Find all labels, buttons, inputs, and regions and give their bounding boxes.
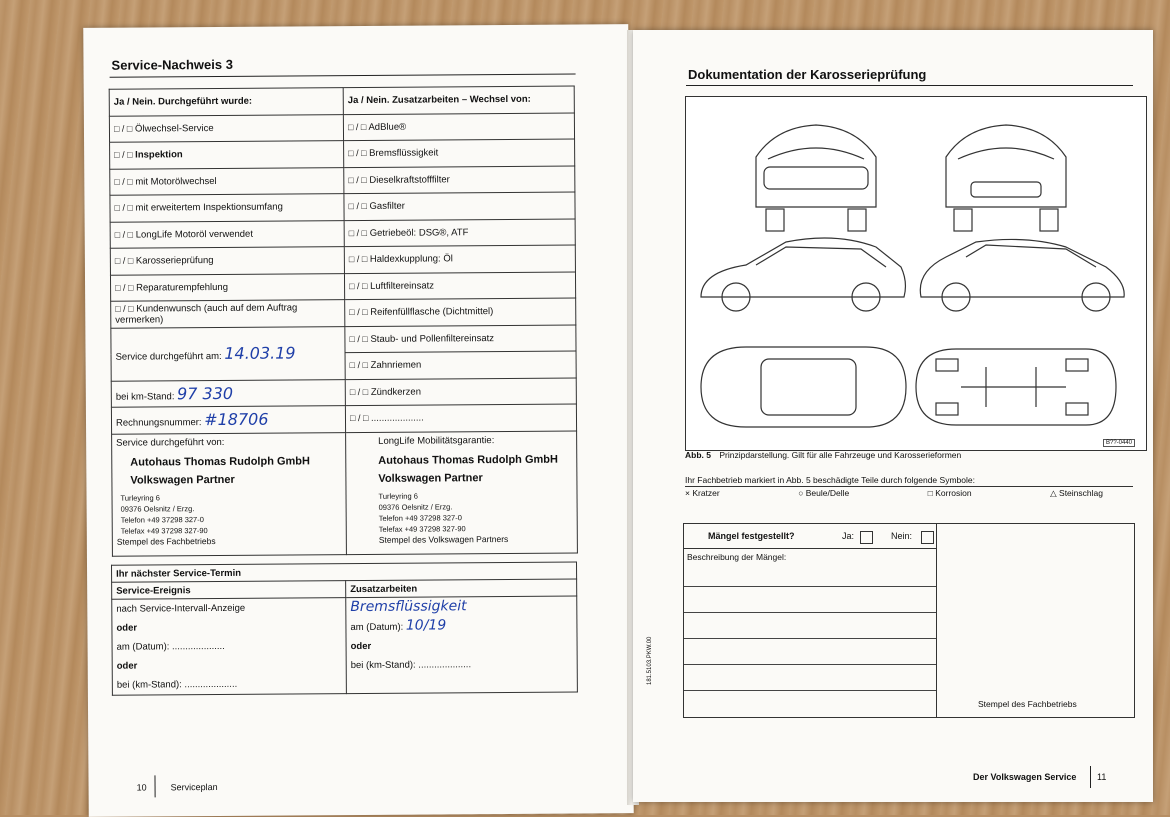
left-page [83,24,633,817]
oder-label: oder [116,660,138,672]
checkbox[interactable]: □ / □ [349,413,369,424]
additional-work-cell: Bremsflüssigkeit am (Datum): 10/19 oder bei (km-Stand): .................... [346,596,578,694]
column-divider [936,548,937,717]
checkbox[interactable]: □ / □ [348,201,367,212]
performed-by-label: Service durchgeführt von: [116,436,225,449]
figure-caption-text: Prinzipdarstellung. Gilt für alle Fahrzeuge und Karosserieformen [719,450,962,460]
page-number: 10 [136,782,147,793]
car-front-view [946,125,1066,207]
km-value[interactable]: 97 330 [177,383,234,404]
oder-label: oder [350,640,372,653]
row-bremsfluessigkeit [344,139,575,167]
partner-name: Volkswagen Partner [378,471,483,485]
handwritten-date[interactable]: 10/19 [405,617,447,634]
row-label: Gasfilter [369,200,405,213]
handwritten-work[interactable]: Bremsflüssigkeit [350,598,467,616]
service-date-value[interactable]: 14.03.19 [224,343,296,363]
checkbox[interactable]: □ / □ [115,303,134,314]
address-line: Telefax +49 37298 327-90 [378,523,466,534]
date-field[interactable]: am (Datum): .................... [116,640,225,653]
company-name: Autohaus Thomas Rudolph GmbH [130,454,310,469]
mark-instruction: Ihr Fachbetrieb markiert in Abb. 5 beschädigte Teile durch folgende Symbole: [685,475,1133,487]
no-checkbox[interactable] [921,531,934,544]
row-gasfilter [344,192,575,220]
row-label: .................... [370,412,424,425]
page-title: Service-Nachweis 3 [111,56,233,73]
row-label: Karosserieprüfung [135,255,214,267]
footer-label: Der Volkswagen Service [973,772,1077,782]
row-label: Bremsflüssigkeit [369,147,439,160]
address-block [378,489,572,534]
row-reparatur [110,273,344,301]
footer-label: Serviceplan [170,781,218,793]
row-erweitert [110,194,344,222]
stamp-label: Stempel des Volkswagen Partners [378,533,509,545]
page-title: Dokumentation der Karosserieprüfung [688,67,927,82]
address-line: Turleyring 6 [378,491,418,501]
next-service-table [111,561,578,695]
service-table [109,85,578,556]
row-label: Reifenfüllflasche (Dichtmittel) [370,306,494,319]
checkbox[interactable]: □ / □ [348,174,367,185]
checkbox[interactable]: □ / □ [115,282,134,293]
service-event-cell [112,598,347,696]
symbol-corrosion: □ Korrosion [927,488,972,498]
checkbox[interactable]: □ / □ [114,202,133,213]
row-karosserie [110,247,344,275]
invoice-label: Rechnungsnummer: [115,417,202,429]
address-line: 09376 Oelsnitz / Erzg. [120,503,195,514]
figure-code: B??-0440 [1103,439,1135,447]
row-longlife [110,220,344,248]
stamp-label: Stempel des Fachbetriebs [116,535,216,547]
km-label: bei km-Stand: [115,391,175,403]
side-code: 181.5103.PKW.00 [647,636,653,685]
row-motoroelwechsel [110,167,344,195]
row-adblue [343,112,574,140]
row-label: mit erweitertem Inspektionsumfang [135,201,283,214]
km-field[interactable]: bei (km-Stand): .................... [116,678,238,691]
symbol-scratch: × Kratzer [685,488,720,498]
checkbox[interactable]: □ / □ [349,333,368,344]
defects-question-row [684,524,937,549]
address-line: Turleyring 6 [120,492,160,503]
performed-by-cell [112,432,347,556]
address-line: Telefon +49 37298 327-0 [378,512,462,523]
checkbox[interactable]: □ / □ [349,386,369,397]
symbol-dent: ○ Beule/Delle [798,488,850,498]
col2-header: Ja / Nein. Zusatzarbeiten – Wechsel von: [343,86,574,114]
row-other [345,404,576,432]
defects-box [683,523,1135,718]
col1-header: Ja / Nein. Durchgeführt wurde: [109,88,343,116]
guarantee-cell [346,430,578,554]
km-field[interactable]: bei (km-Stand): .................... [350,659,472,672]
row-label: Kundenwunsch (auch auf dem Auftrag vermerken) [115,302,298,326]
description-label: Beschreibung der Mängel: [687,552,787,562]
symbol-stonechip: △ Steinschlag [1050,488,1103,498]
additional-work-header: Zusatzarbeiten [346,579,577,598]
no-label: Nein: [891,531,913,541]
row-label: Haldexkupplung: Öl [369,253,453,266]
row-haldex [344,245,575,273]
car-side-left [701,238,905,297]
row-zuendkerzen [345,377,576,405]
checkbox[interactable]: □ / □ [113,123,133,134]
invoice-cell [111,406,345,434]
defects-label: Mängel festgestellt? [708,531,795,541]
yes-label: Ja: [842,531,855,541]
row-reifenfuell [345,298,576,326]
checkbox[interactable]: □ / □ [348,148,367,159]
next-service-title: Ihr nächster Service-Termin [112,562,577,582]
row-dieselfilter [344,165,575,193]
page-number: 11 [1097,772,1107,782]
title-rule [686,85,1133,86]
checkbox[interactable]: □ / □ [347,121,367,132]
stamp-label: Stempel des Fachbetriebs [978,699,1077,709]
checkbox[interactable]: □ / □ [114,229,134,240]
car-side-right [920,239,1124,297]
service-event-header: Service-Ereignis [112,581,346,600]
address-line: 09376 Oelsnitz / Erzg. [378,501,453,512]
row-luftfilter [344,271,575,299]
figure-caption [685,450,961,460]
row-label: Luftfiltereinsatz [370,280,435,292]
row-zahnriemen [345,351,576,379]
checkbox[interactable]: □ / □ [114,255,134,266]
row-label: Getriebeöl: DSG®, ATF [369,226,469,239]
after-interval-label: nach Service-Intervall-Anzeige [116,602,246,615]
checkbox[interactable]: □ / □ [349,280,368,291]
footer-divider [154,775,155,797]
service-date-label: Service durchgeführt am: [115,350,222,363]
right-page [633,30,1153,802]
row-label: LongLife Motoröl verwendet [135,228,253,241]
row-kundenwunsch [111,300,345,328]
row-label: Staub- und Pollenfiltereinsatz [370,332,495,345]
row-label: Inspektion [135,149,183,161]
row-getriebeoel [344,218,575,246]
address-block [120,491,341,537]
car-diagram [685,96,1147,451]
km-cell [111,379,345,407]
company-name: Autohaus Thomas Rudolph GmbH [378,453,558,467]
row-label: Dieselkraftstofffilter [369,174,450,186]
row-inspektion [110,141,344,169]
checkbox[interactable]: □ / □ [114,149,133,160]
service-date-cell [111,326,345,381]
row-label: Reparaturempfehlung [136,281,229,294]
car-rear-view [756,125,876,207]
title-rule [110,73,576,77]
symbol-legend [685,488,1133,499]
row-label: mit Motorölwechsel [135,175,217,188]
checkbox[interactable]: □ / □ [114,176,133,187]
partner-name: Volkswagen Partner [130,473,235,487]
description-lines[interactable] [684,548,936,717]
guarantee-label: LongLife Mobilitätsgarantie: [378,434,495,447]
checkbox[interactable]: □ / □ [349,360,369,371]
oder-label: oder [116,622,138,634]
invoice-value[interactable]: #18706 [204,409,269,430]
checkbox[interactable]: □ / □ [348,254,368,265]
row-staubfilter [345,324,576,352]
row-label: AdBlue® [368,121,407,133]
address-line: Telefax +49 37298 327-90 [120,525,208,536]
checkbox[interactable]: □ / □ [348,227,368,238]
yes-checkbox[interactable] [860,531,873,544]
address-line: Telefon +49 37298 327-0 [120,514,204,525]
car-outlines [686,97,1146,450]
figure-label: Abb. 5 [685,450,711,460]
footer-divider [1090,766,1091,788]
row-label: Zahnriemen [370,359,422,372]
row-oelwechsel [109,114,343,142]
row-label: Ölwechsel-Service [134,122,214,135]
row-label: Zündkerzen [370,386,422,398]
checkbox[interactable]: □ / □ [349,307,368,318]
